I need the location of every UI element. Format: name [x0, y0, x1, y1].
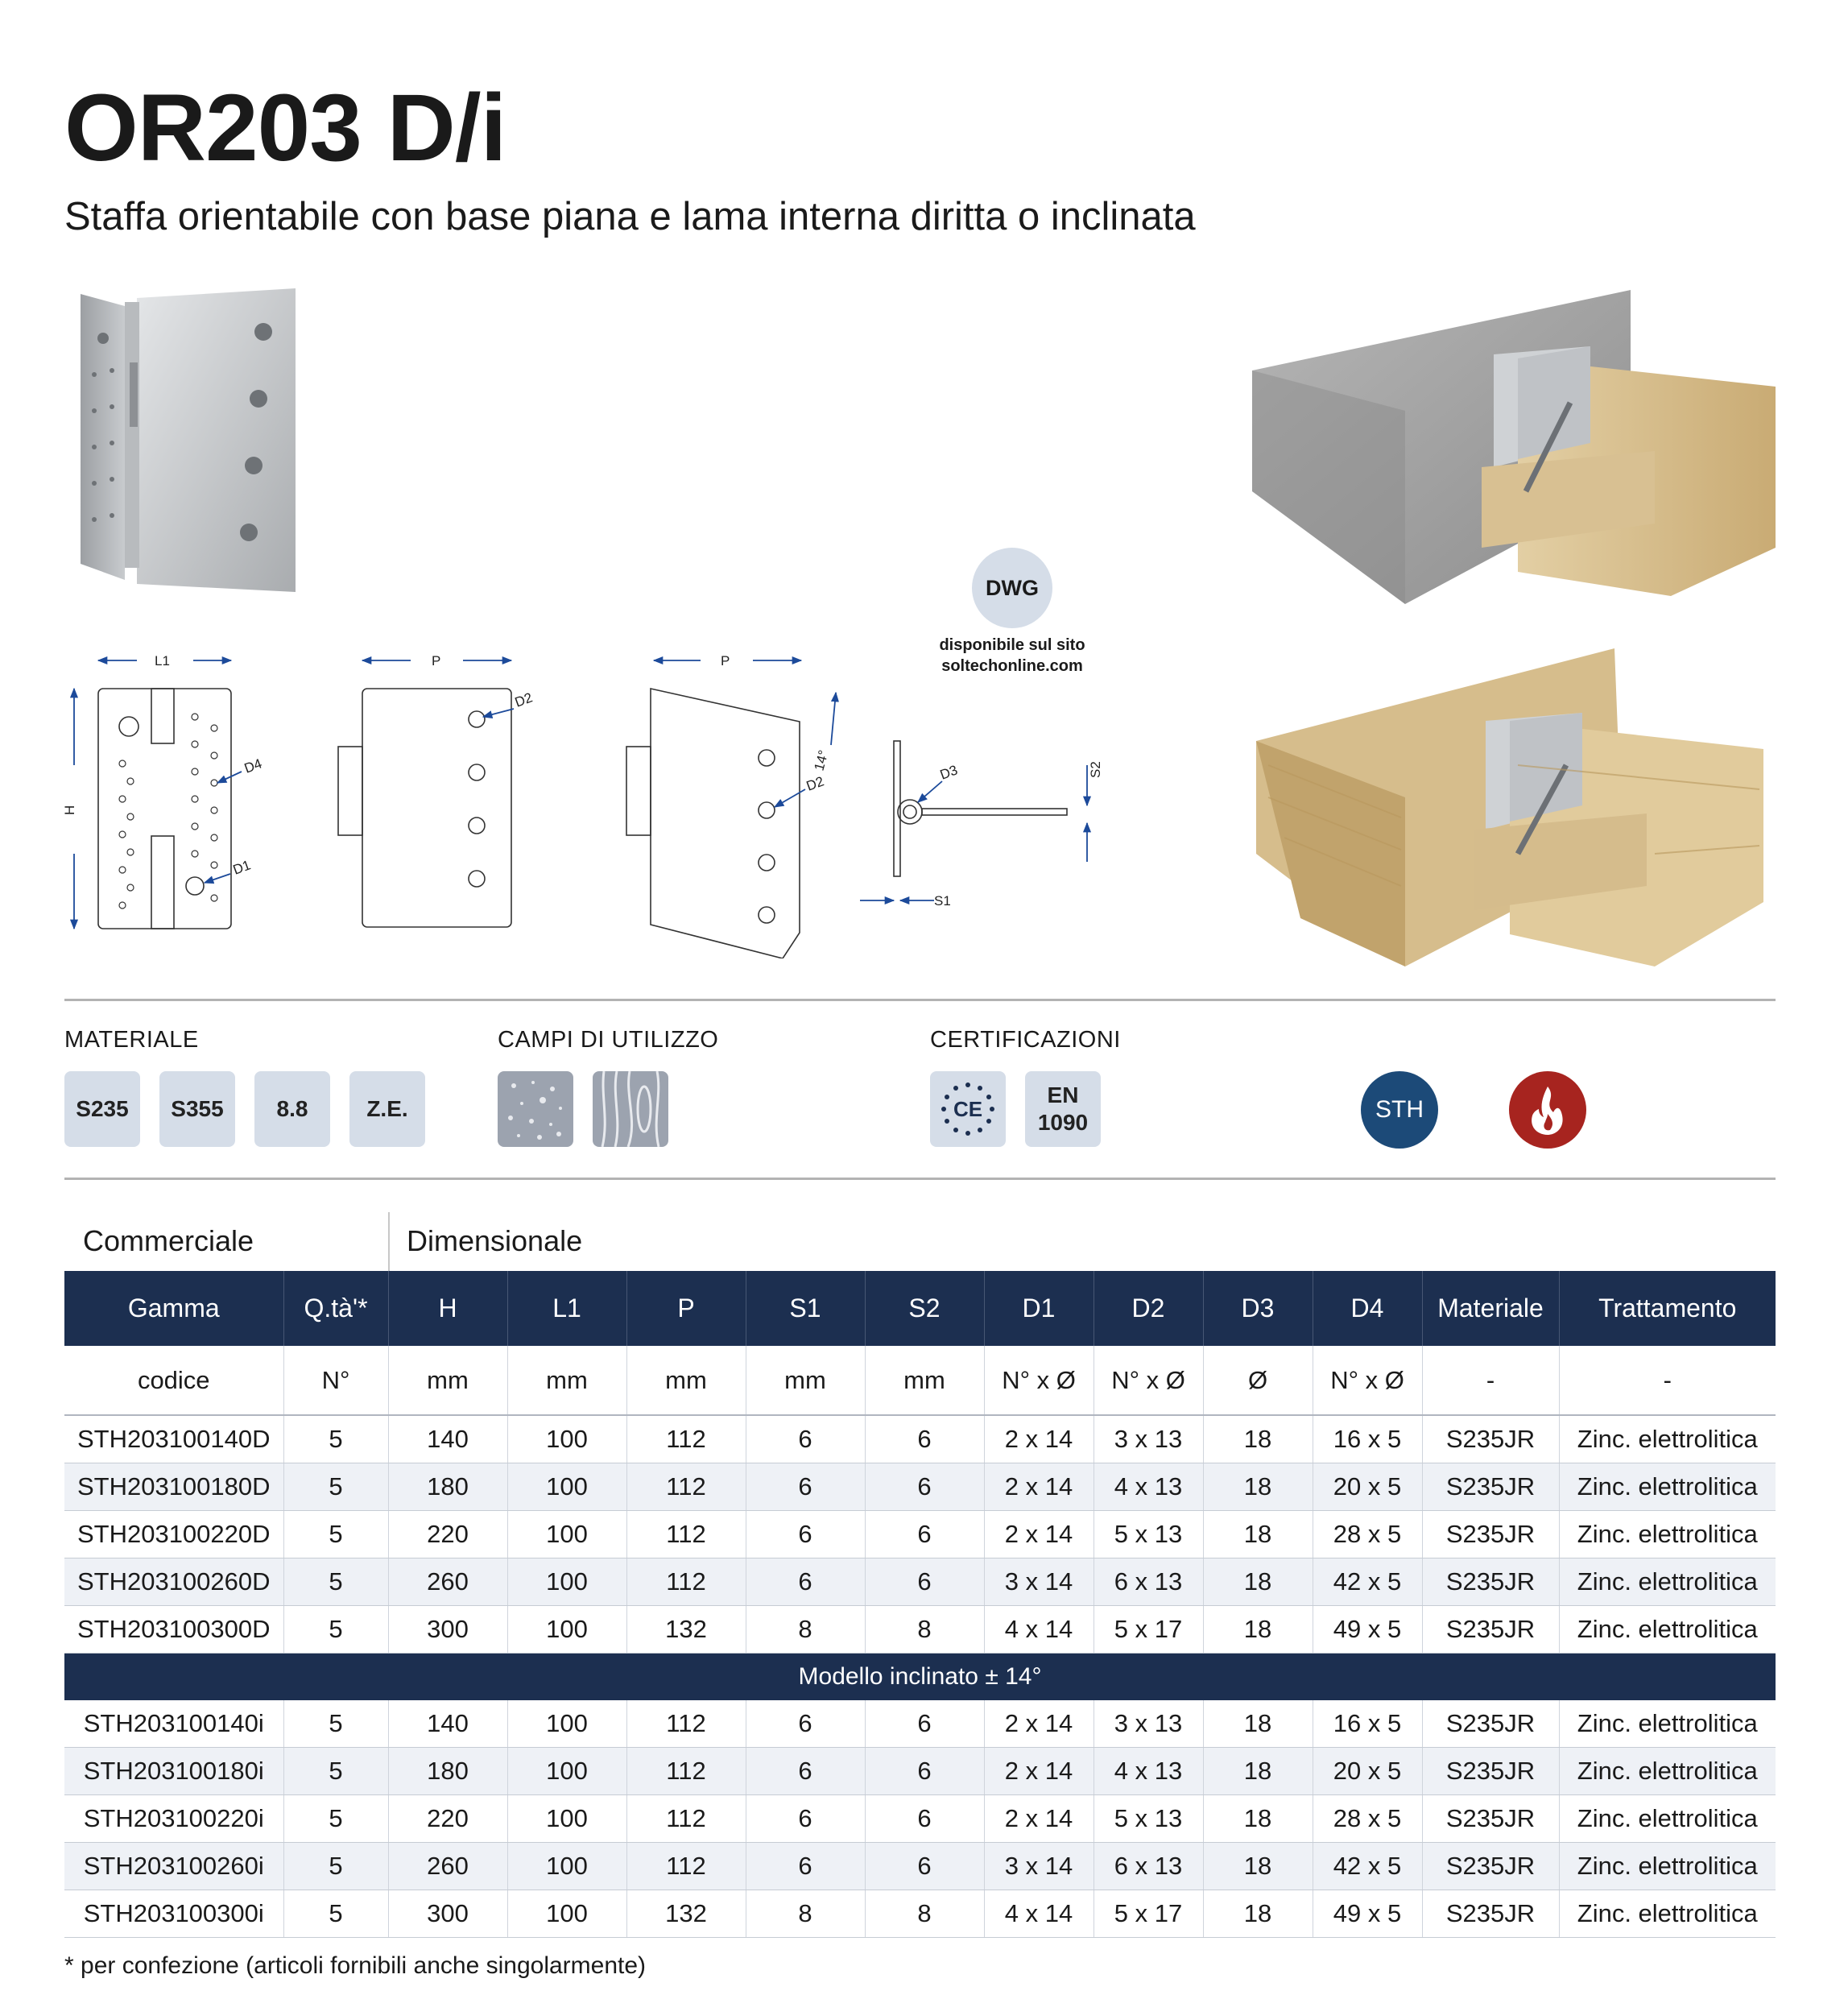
table-row	[64, 1700, 1776, 1748]
table-cell: 112	[626, 1843, 746, 1890]
table-row	[64, 1558, 1776, 1606]
table-cell: S235JR	[1422, 1795, 1559, 1843]
table-cell: 112	[626, 1558, 746, 1606]
drawing-side-view-inclined	[626, 689, 800, 958]
product-code-cell: STH203100180i	[64, 1748, 283, 1795]
table-cell: 18	[1203, 1795, 1313, 1843]
spec-table	[64, 1271, 1776, 1938]
table-cell: 180	[388, 1748, 507, 1795]
page-title: OR203 D/i	[64, 75, 506, 181]
table-cell: 42 x 5	[1313, 1558, 1422, 1606]
table-cell: S235JR	[1422, 1700, 1559, 1748]
material-badge: S235	[64, 1071, 140, 1147]
table-cell: 4 x 13	[1094, 1463, 1203, 1511]
dwg-note	[910, 635, 1114, 677]
table-cell: 6	[746, 1463, 865, 1511]
units-row	[64, 1346, 1776, 1415]
dim-l1-label: L1	[155, 653, 170, 668]
table-cell: 18	[1203, 1748, 1313, 1795]
table-cell: 28 x 5	[1313, 1511, 1422, 1558]
table-cell: 5	[283, 1795, 388, 1843]
application-render-concrete	[1252, 282, 1784, 612]
table-cell: 100	[507, 1890, 626, 1938]
table-cell: S235JR	[1422, 1463, 1559, 1511]
table-cell: 2 x 14	[984, 1511, 1094, 1558]
table-cell: 6	[746, 1748, 865, 1795]
dim-d3-label: D3	[937, 762, 960, 783]
dim-h-label: H	[62, 805, 77, 815]
table-cell: 112	[626, 1511, 746, 1558]
table-row	[64, 1843, 1776, 1890]
table-cell: S235JR	[1422, 1415, 1559, 1463]
en1090-line1: EN	[1047, 1082, 1079, 1108]
column-header: D2	[1094, 1271, 1203, 1346]
unit-cell: Ø	[1203, 1346, 1313, 1415]
unit-cell: N° x Ø	[1094, 1346, 1203, 1415]
table-cell: 100	[507, 1700, 626, 1748]
table-row	[64, 1511, 1776, 1558]
table-cell: 20 x 5	[1313, 1748, 1422, 1795]
table-cell: Zinc. elettrolitica	[1559, 1511, 1776, 1558]
table-cell: 100	[507, 1748, 626, 1795]
table-cell: 6	[865, 1748, 984, 1795]
dim-d2-label-2: D2	[804, 773, 826, 794]
table-cell: 18	[1203, 1558, 1313, 1606]
table-cell: 6	[746, 1795, 865, 1843]
table-header-row	[64, 1271, 1776, 1346]
table-cell: Zinc. elettrolitica	[1559, 1606, 1776, 1654]
drawing-front-view	[98, 689, 231, 929]
group-dimensionale: Dimensionale	[407, 1224, 583, 1257]
dim-p-label: P	[432, 653, 441, 668]
product-code-cell: STH203100220D	[64, 1511, 283, 1558]
sth-logo	[1361, 1071, 1438, 1149]
material-badge: 8.8	[254, 1071, 330, 1147]
table-cell: 100	[507, 1511, 626, 1558]
product-code-cell: STH203100180D	[64, 1463, 283, 1511]
table-cell: 28 x 5	[1313, 1795, 1422, 1843]
table-cell: Zinc. elettrolitica	[1559, 1795, 1776, 1843]
unit-cell: N° x Ø	[984, 1346, 1094, 1415]
group-separator	[388, 1212, 390, 1272]
unit-cell: N° x Ø	[1313, 1346, 1422, 1415]
product-code-cell: STH203100260D	[64, 1558, 283, 1606]
table-cell: 5	[283, 1748, 388, 1795]
column-header: D3	[1203, 1271, 1313, 1346]
footnote: * per confezione (articoli fornibili anche singolarmente)	[64, 1952, 647, 1979]
table-cell: S235JR	[1422, 1890, 1559, 1938]
table-cell: 5 x 17	[1094, 1606, 1203, 1654]
table-cell: 5	[283, 1700, 388, 1748]
table-cell: 112	[626, 1748, 746, 1795]
column-header: H	[388, 1271, 507, 1346]
table-cell: 300	[388, 1890, 507, 1938]
material-badge: S355	[159, 1071, 235, 1147]
table-cell: 16 x 5	[1313, 1415, 1422, 1463]
table-cell: 5 x 13	[1094, 1795, 1203, 1843]
column-header: Materiale	[1422, 1271, 1559, 1346]
table-cell: 300	[388, 1606, 507, 1654]
table-cell: 6	[746, 1843, 865, 1890]
table-cell: S235JR	[1422, 1843, 1559, 1890]
table-cell: S235JR	[1422, 1748, 1559, 1795]
table-cell: 100	[507, 1415, 626, 1463]
table-cell: 3 x 14	[984, 1558, 1094, 1606]
table-cell: 100	[507, 1606, 626, 1654]
table-cell: 3 x 13	[1094, 1415, 1203, 1463]
table-cell: 6	[746, 1558, 865, 1606]
unit-cell: -	[1559, 1346, 1776, 1415]
table-cell: Zinc. elettrolitica	[1559, 1415, 1776, 1463]
column-header: S2	[865, 1271, 984, 1346]
unit-cell: mm	[626, 1346, 746, 1415]
table-cell: 6	[746, 1511, 865, 1558]
column-header: P	[626, 1271, 746, 1346]
technical-drawings	[56, 644, 1103, 958]
product-code-cell: STH203100220i	[64, 1795, 283, 1843]
table-cell: S235JR	[1422, 1558, 1559, 1606]
table-cell: Zinc. elettrolitica	[1559, 1748, 1776, 1795]
product-code-cell: STH203100300D	[64, 1606, 283, 1654]
material-badge: Z.E.	[349, 1071, 425, 1147]
table-cell: 18	[1203, 1700, 1313, 1748]
product-code-cell: STH203100260i	[64, 1843, 283, 1890]
divider-top	[64, 999, 1776, 1001]
table-cell: 49 x 5	[1313, 1890, 1422, 1938]
table-cell: 2 x 14	[984, 1748, 1094, 1795]
column-header: Q.tà'*	[283, 1271, 388, 1346]
table-cell: 18	[1203, 1890, 1313, 1938]
table-row	[64, 1748, 1776, 1795]
table-cell: 49 x 5	[1313, 1606, 1422, 1654]
ce-mark-icon	[930, 1071, 1006, 1147]
table-cell: 5 x 13	[1094, 1511, 1203, 1558]
table-row	[64, 1890, 1776, 1938]
table-cell: 260	[388, 1843, 507, 1890]
table-cell: 6	[746, 1700, 865, 1748]
table-cell: 18	[1203, 1606, 1313, 1654]
table-cell: 5	[283, 1843, 388, 1890]
product-code-cell: STH203100140D	[64, 1415, 283, 1463]
product-code-cell: STH203100300i	[64, 1890, 283, 1938]
table-cell: 8	[746, 1606, 865, 1654]
dwg-note-line2[interactable]: soltechonline.com	[941, 657, 1083, 675]
drawing-section-view	[894, 741, 1067, 876]
inclined-model-band	[64, 1654, 1776, 1701]
sth-logo-text: STH	[1375, 1096, 1424, 1123]
dwg-note-line1: disponibile sul sito	[939, 636, 1085, 654]
section-campi: CAMPI DI UTILIZZO	[498, 1027, 719, 1053]
table-cell: 5	[283, 1463, 388, 1511]
table-cell: 5	[283, 1415, 388, 1463]
page-subtitle: Staffa orientabile con base piana e lama interna diritta o inclinata	[64, 195, 1196, 238]
dim-d1-label: D1	[230, 857, 253, 878]
table-cell: 8	[865, 1890, 984, 1938]
table-cell: 20 x 5	[1313, 1463, 1422, 1511]
dim-p-label-2: P	[721, 653, 730, 668]
column-header: Trattamento	[1559, 1271, 1776, 1346]
table-cell: 260	[388, 1558, 507, 1606]
column-header: D4	[1313, 1271, 1422, 1346]
table-cell: 100	[507, 1795, 626, 1843]
table-cell: 6	[865, 1558, 984, 1606]
table-row	[64, 1606, 1776, 1654]
table-cell: 8	[865, 1606, 984, 1654]
table-cell: 4 x 13	[1094, 1748, 1203, 1795]
band-label: Modello inclinato ± 14°	[64, 1654, 1776, 1701]
table-cell: 112	[626, 1463, 746, 1511]
table-cell: 18	[1203, 1511, 1313, 1558]
column-header: L1	[507, 1271, 626, 1346]
unit-cell: -	[1422, 1346, 1559, 1415]
table-cell: Zinc. elettrolitica	[1559, 1890, 1776, 1938]
dim-d4-label: D4	[242, 755, 264, 776]
table-cell: 100	[507, 1463, 626, 1511]
dwg-badge[interactable]: DWG	[972, 548, 1052, 628]
table-cell: 140	[388, 1700, 507, 1748]
group-commerciale: Commerciale	[83, 1224, 254, 1257]
column-header: S1	[746, 1271, 865, 1346]
table-cell: 5	[283, 1890, 388, 1938]
table-cell: 6	[865, 1795, 984, 1843]
table-cell: 6	[865, 1700, 984, 1748]
table-cell: 100	[507, 1558, 626, 1606]
table-cell: 6	[746, 1415, 865, 1463]
table-cell: Zinc. elettrolitica	[1559, 1700, 1776, 1748]
table-cell: 180	[388, 1463, 507, 1511]
product-photo	[76, 282, 310, 596]
concrete-icon	[498, 1071, 573, 1147]
table-cell: 100	[507, 1843, 626, 1890]
divider-bottom	[64, 1178, 1776, 1180]
section-materiale: MATERIALE	[64, 1027, 199, 1053]
table-cell: 112	[626, 1415, 746, 1463]
dim-s1-label: S1	[934, 893, 951, 909]
table-cell: 6	[865, 1511, 984, 1558]
column-header: D1	[984, 1271, 1094, 1346]
svg-text:CE: CE	[953, 1097, 983, 1121]
table-cell: 2 x 14	[984, 1415, 1094, 1463]
table-cell: 2 x 14	[984, 1700, 1094, 1748]
table-cell: 5	[283, 1511, 388, 1558]
table-cell: 6	[865, 1463, 984, 1511]
table-cell: 18	[1203, 1415, 1313, 1463]
dim-d2-label: D2	[512, 689, 535, 710]
en1090-badge	[1025, 1071, 1101, 1147]
unit-cell: N°	[283, 1346, 388, 1415]
table-cell: 2 x 14	[984, 1463, 1094, 1511]
drawing-side-view-straight	[338, 689, 511, 927]
table-cell: 140	[388, 1415, 507, 1463]
table-cell: S235JR	[1422, 1511, 1559, 1558]
table-cell: 2 x 14	[984, 1795, 1094, 1843]
table-row	[64, 1415, 1776, 1463]
table-row	[64, 1795, 1776, 1843]
column-header: Gamma	[64, 1271, 283, 1346]
table-cell: 6 x 13	[1094, 1558, 1203, 1606]
table-cell: 16 x 5	[1313, 1700, 1422, 1748]
table-cell: 4 x 14	[984, 1606, 1094, 1654]
table-cell: 220	[388, 1511, 507, 1558]
table-cell: 18	[1203, 1843, 1313, 1890]
table-cell: 6 x 13	[1094, 1843, 1203, 1890]
wood-icon	[593, 1071, 668, 1147]
application-render-timber	[1252, 644, 1784, 975]
table-cell: 3 x 14	[984, 1843, 1094, 1890]
table-cell: 6	[865, 1415, 984, 1463]
table-cell: 112	[626, 1795, 746, 1843]
product-code-cell: STH203100140i	[64, 1700, 283, 1748]
dim-s2-label: S2	[1088, 761, 1103, 778]
table-cell: Zinc. elettrolitica	[1559, 1843, 1776, 1890]
table-cell: 220	[388, 1795, 507, 1843]
table-cell: 5	[283, 1558, 388, 1606]
table-cell: 8	[746, 1890, 865, 1938]
table-cell: 4 x 14	[984, 1890, 1094, 1938]
table-cell: 3 x 13	[1094, 1700, 1203, 1748]
table-cell: 132	[626, 1890, 746, 1938]
table-cell: S235JR	[1422, 1606, 1559, 1654]
table-cell: 132	[626, 1606, 746, 1654]
fire-resistance-icon	[1509, 1071, 1586, 1149]
table-cell: Zinc. elettrolitica	[1559, 1558, 1776, 1606]
unit-cell: codice	[64, 1346, 283, 1415]
table-cell: 5 x 17	[1094, 1890, 1203, 1938]
table-row	[64, 1463, 1776, 1511]
table-cell: 112	[626, 1700, 746, 1748]
table-cell: Zinc. elettrolitica	[1559, 1463, 1776, 1511]
en1090-line2: 1090	[1037, 1110, 1089, 1135]
table-cell: 42 x 5	[1313, 1843, 1422, 1890]
table-cell: 18	[1203, 1463, 1313, 1511]
unit-cell: mm	[507, 1346, 626, 1415]
table-cell: 5	[283, 1606, 388, 1654]
table-cell: 6	[865, 1843, 984, 1890]
unit-cell: mm	[865, 1346, 984, 1415]
unit-cell: mm	[388, 1346, 507, 1415]
unit-cell: mm	[746, 1346, 865, 1415]
section-certificazioni: CERTIFICAZIONI	[930, 1027, 1121, 1053]
dim-angle-label: 14°	[811, 748, 832, 773]
